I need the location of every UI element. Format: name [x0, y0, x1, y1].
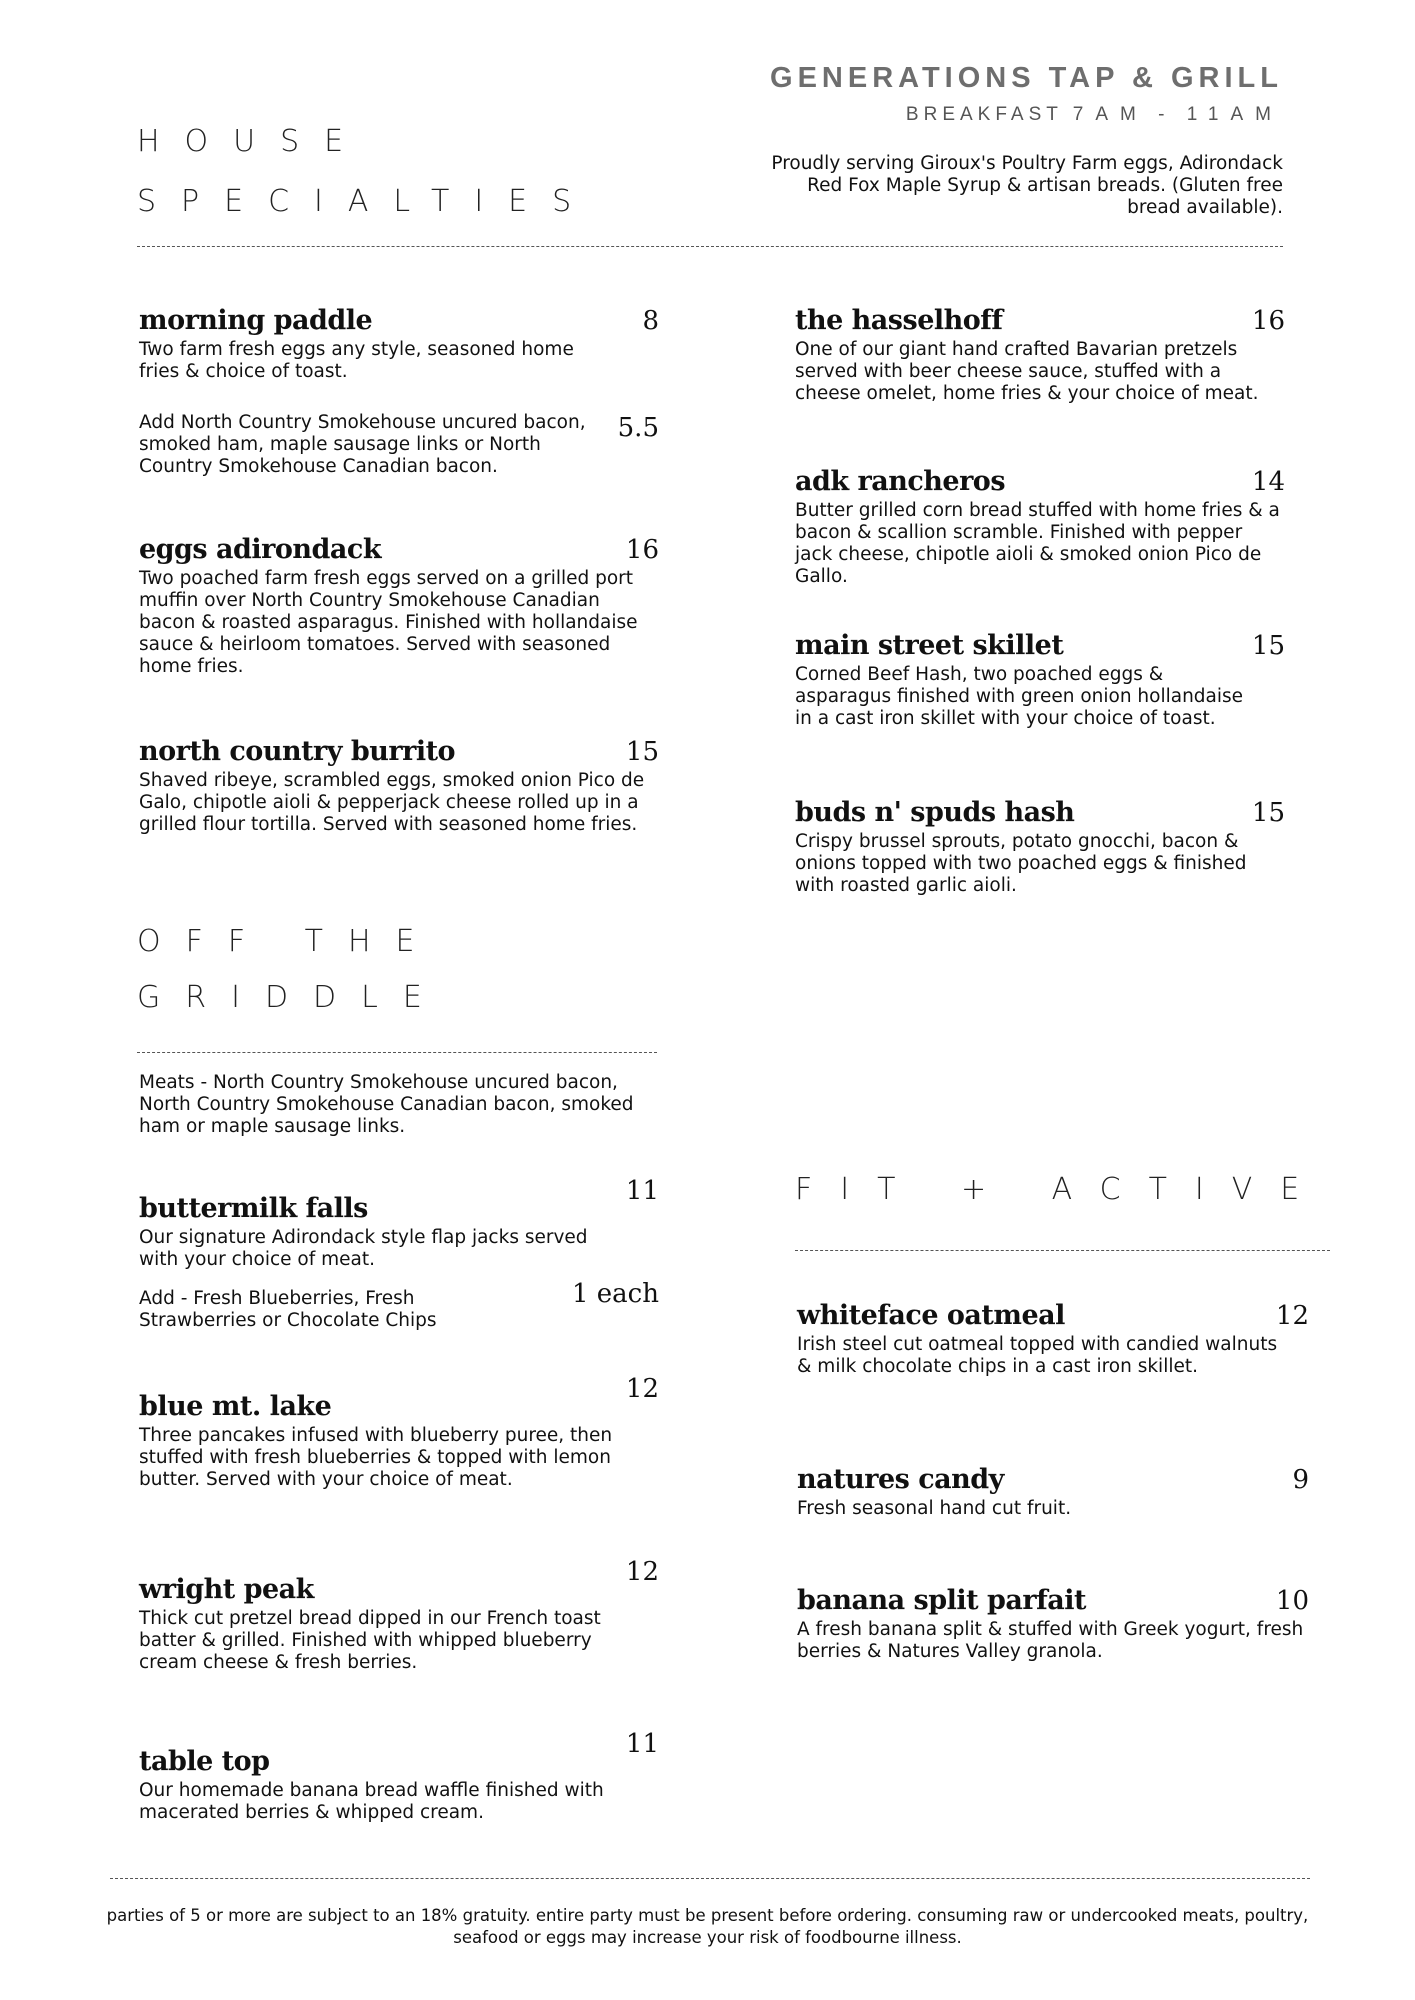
item-price: 9	[1292, 1465, 1309, 1495]
item-description: Thick cut pretzel bread dipped in our French toast batter & grilled. Finished with whipped blueberry cream cheese & fresh berries.	[139, 1608, 601, 1673]
menu-item	[795, 466, 1285, 588]
menu-item	[139, 305, 659, 383]
restaurant-name: GENERATIONS TAP & GRILL	[770, 62, 1283, 94]
item-name: morning paddle	[139, 305, 373, 336]
item-price: 10	[1275, 1586, 1309, 1616]
item-price: 15	[1251, 631, 1285, 661]
meats-note: Meats - North Country Smokehouse uncured bacon, North Country Smokehouse Canadian bacon, smoked ham or maple sausage links.	[139, 1072, 634, 1137]
item-description: Three pancakes infused with blueberry puree, then stuffed with fresh blueberries & topped with lemon butter. Served with your choice of meat.	[139, 1425, 613, 1490]
fit-active-title: FIT + ACTIVE	[795, 1172, 1328, 1207]
menu-item	[139, 1556, 659, 1674]
item-price: 11	[625, 1176, 659, 1206]
hours-start: 7AM	[1072, 104, 1148, 125]
item-description: Butter grilled corn bread stuffed with home fries & a bacon & scallion scramble. Finished with pepper jack cheese, chipotle aioli & smoked onion Pico de Gallo.	[795, 500, 1280, 587]
item-description: Shaved ribeye, scrambled eggs, smoked onion Pico de Galo, chipotle aioli & pepperjack cheese rolled up in a grilled flour tortilla. Served with seasoned home fries.	[139, 770, 645, 835]
menu-item	[797, 1464, 1309, 1520]
item-price: 16	[625, 535, 659, 565]
item-price: 16	[1251, 306, 1285, 336]
item-name: north country burrito	[139, 736, 456, 767]
item-description: Our homemade banana bread waffle finished with macerated berries & whipped cream.	[139, 1780, 604, 1823]
menu-item	[139, 1175, 659, 1271]
item-description: Our signature Adirondack style flap jacks served with your choice of meat.	[139, 1227, 588, 1270]
item-price: 12	[625, 1557, 659, 1587]
menu-item	[139, 736, 659, 836]
item-name: buttermilk falls	[139, 1193, 368, 1224]
item-description: Irish steel cut oatmeal topped with candied walnuts & milk chocolate chips in a cast iron skillet.	[797, 1334, 1278, 1377]
house-specialties-title-line1: HOUSE	[137, 124, 369, 159]
item-description: Crispy brussel sprouts, potato gnocchi, bacon & onions topped with two poached eggs & finished with roasted garlic aioli.	[795, 831, 1247, 896]
off-the-griddle-title-line1: OFF THE	[137, 924, 440, 959]
addon-price: 1 each	[571, 1279, 659, 1309]
menu-item	[795, 630, 1285, 730]
item-description: A fresh banana split & stuffed with Greek yogurt, fresh berries & Natures Valley granola.	[797, 1619, 1304, 1662]
item-name: adk rancheros	[795, 466, 1006, 497]
menu-item	[797, 1585, 1309, 1663]
hours-separator: -	[1158, 104, 1177, 125]
item-name: banana split parfait	[797, 1585, 1086, 1616]
off-the-griddle-title-line2: GRIDDLE	[137, 980, 447, 1015]
addon-note	[139, 412, 659, 478]
header-divider	[137, 246, 1283, 247]
meal-label: BREAKFAST	[905, 104, 1063, 125]
item-name: table top	[139, 1746, 270, 1777]
fit-active-divider	[795, 1250, 1330, 1251]
footer-disclaimer: parties of 5 or more are subject to an 18% gratuity. entire party must be present before ordering. consuming raw or undercooked meats, poultry, seafood or eggs may increase your risk of foodbourne illness.	[106, 1906, 1309, 1947]
item-name: eggs adirondack	[139, 534, 382, 565]
menu-item	[139, 1728, 659, 1824]
addon-description: Add North Country Smokehouse uncured bacon, smoked ham, maple sausage links or North Country Smokehouse Canadian bacon.	[139, 412, 586, 477]
menu-item	[795, 797, 1285, 897]
item-name: natures candy	[797, 1464, 1004, 1495]
menu-item	[797, 1300, 1309, 1378]
item-price: 15	[1251, 798, 1285, 828]
item-price: 15	[625, 737, 659, 767]
item-price: 12	[625, 1374, 659, 1404]
breakfast-hours	[906, 104, 1283, 126]
item-price: 8	[642, 306, 659, 336]
item-description: Two farm fresh eggs any style, seasoned home fries & choice of toast.	[139, 339, 574, 382]
item-name: blue mt. lake	[139, 1391, 332, 1422]
item-description: Two poached farm fresh eggs served on a grilled port muffin over North Country Smokehouse Canadian bacon & roasted asparagus. Finished with hollandaise sauce & heirloom tomatoes. Served with seasoned home fries.	[139, 568, 638, 677]
item-description: Corned Beef Hash, two poached eggs & asparagus finished with green onion hollandaise in a cast iron skillet with your choice of toast.	[795, 664, 1244, 729]
addon-price: 5.5	[617, 413, 659, 443]
menu-item	[139, 534, 659, 678]
item-name: wright peak	[139, 1574, 314, 1605]
house-specialties-title-line2: SPECIALTIES	[137, 184, 597, 219]
item-price: 12	[1275, 1301, 1309, 1331]
menu-item	[139, 1373, 659, 1491]
item-price: 11	[625, 1729, 659, 1759]
item-description: Fresh seasonal hand cut fruit.	[797, 1498, 1072, 1519]
footer-divider	[110, 1878, 1310, 1879]
item-price: 14	[1251, 467, 1285, 497]
sourcing-note: Proudly serving Giroux's Poultry Farm eggs, Adirondack Red Fox Maple Syrup & artisan breads. (Gluten free bread available).	[771, 153, 1283, 218]
item-name: main street skillet	[795, 630, 1064, 661]
addon-note	[139, 1278, 659, 1332]
hours-end: 11AM	[1186, 104, 1283, 125]
item-name: the hasselhoff	[795, 305, 1003, 336]
item-name: buds n' spuds hash	[795, 797, 1075, 828]
item-description: One of our giant hand crafted Bavarian pretzels served with beer cheese sauce, stuffed with a cheese omelet, home fries & your choice of meat.	[795, 339, 1259, 404]
menu-item	[795, 305, 1285, 405]
addon-description: Add - Fresh Blueberries, Fresh Strawberries or Chocolate Chips	[139, 1288, 437, 1331]
griddle-divider	[137, 1052, 657, 1053]
item-name: whiteface oatmeal	[797, 1300, 1065, 1331]
